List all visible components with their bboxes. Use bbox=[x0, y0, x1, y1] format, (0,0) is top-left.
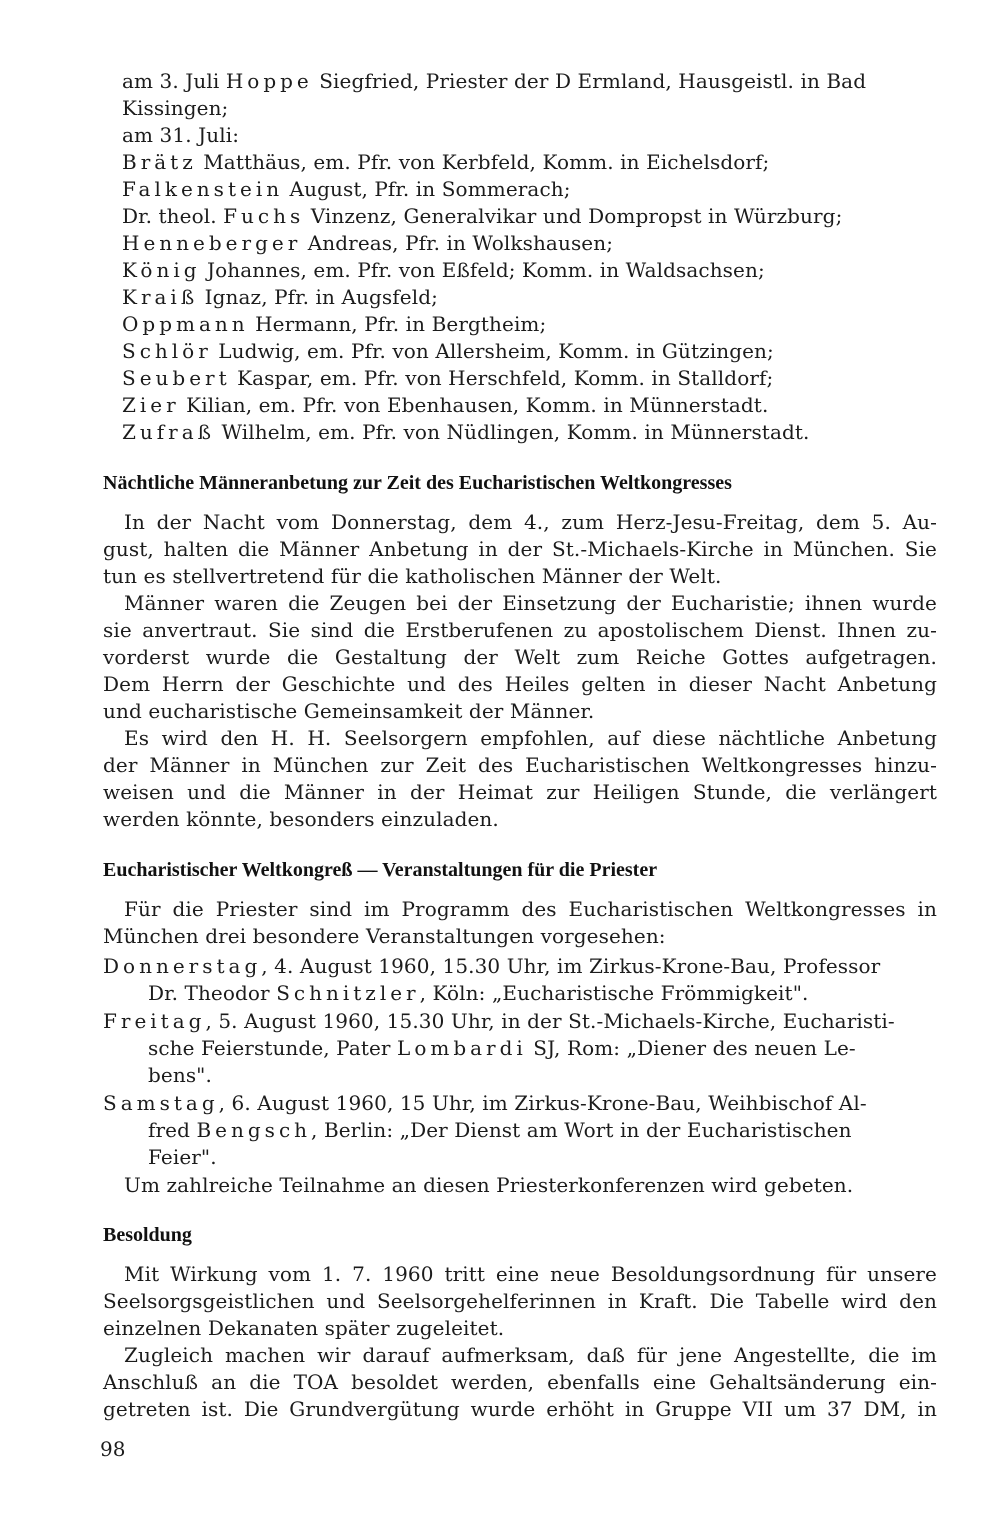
section-heading-maenneranbetung: Nächtliche Männeranbetung zur Zeit des Eucharistischen Weltkongresses bbox=[103, 472, 732, 494]
event-line: Feier". bbox=[148, 1145, 217, 1169]
paragraph-line: einzelnen Dekanaten später zugeleitet. bbox=[103, 1316, 505, 1340]
section-heading-weltkongress: Eucharistischer Weltkongreß — Veranstaltungen für die Priester bbox=[103, 859, 658, 881]
paragraph-line: Seelsorgsgeistlichen und Seelsorgehelferinnen in Kraft. Die Tabelle wird den bbox=[103, 1289, 937, 1313]
list-line: Brätz Matthäus, em. Pfr. von Kerbfeld, Komm. in Eichelsdorf; bbox=[122, 150, 770, 174]
paragraph-line: vorderst wurde die Gestaltung der Welt zum Reiche Gottes aufgetragen. bbox=[103, 645, 937, 669]
list-line: Schlör Ludwig, em. Pfr. von Allersheim, Komm. in Gützingen; bbox=[122, 339, 774, 363]
list-line: Henneberger Andreas, Pfr. in Wolkshausen; bbox=[122, 231, 614, 255]
paragraph-line: In der Nacht vom Donnerstag, dem 4., zum Herz-Jesu-Freitag, dem 5. Au- bbox=[124, 510, 937, 534]
paragraph-line: werden könnte, besonders einzuladen. bbox=[103, 807, 499, 831]
event-line: fred Bengsch, Berlin: „Der Dienst am Wort in der Eucharistischen bbox=[148, 1118, 852, 1142]
paragraph-line: Dem Herrn der Geschichte und des Heiles gelten in dieser Nacht Anbetung bbox=[103, 672, 937, 696]
paragraph-line: gust, halten die Männer Anbetung in der St.-Michaels-Kirche in München. Sie bbox=[103, 537, 937, 561]
paragraph-line: Zugleich machen wir darauf aufmerksam, daß für jene Angestellte, die im bbox=[124, 1343, 937, 1367]
section-heading-besoldung: Besoldung bbox=[103, 1224, 192, 1246]
list-line: Kissingen; bbox=[122, 96, 229, 120]
list-line: Oppmann Hermann, Pfr. in Bergtheim; bbox=[122, 312, 547, 336]
event-line: Donnerstag, 4. August 1960, 15.30 Uhr, im Zirkus-Krone-Bau, Professor bbox=[103, 954, 881, 978]
paragraph-line: München drei besondere Veranstaltungen vorgesehen: bbox=[103, 924, 666, 948]
paragraph-line: Anschluß an die TOA besoldet werden, ebenfalls eine Gehaltsänderung ein- bbox=[103, 1370, 937, 1394]
list-line: Zier Kilian, em. Pfr. von Ebenhausen, Komm. in Münnerstadt. bbox=[122, 393, 769, 417]
event-line: sche Feierstunde, Pater Lombardi SJ, Rom: „Diener des neuen Le- bbox=[148, 1036, 856, 1060]
paragraph-line: Um zahlreiche Teilnahme an diesen Priesterkonferenzen wird gebeten. bbox=[124, 1173, 854, 1197]
event-line: Freitag, 5. August 1960, 15.30 Uhr, in der St.-Michaels-Kirche, Eucharisti- bbox=[103, 1009, 895, 1033]
page-number: 98 bbox=[100, 1437, 126, 1461]
paragraph-line: und eucharistische Gemeinsamkeit der Männer. bbox=[103, 699, 595, 723]
paragraph-line: Es wird den H. H. Seelsorgern empfohlen, auf diese nächtliche Anbetung bbox=[124, 726, 937, 750]
paragraph-line: weisen und die Männer in der Heimat zur Heiligen Stunde, die verlängert bbox=[103, 780, 937, 804]
event-line: bens". bbox=[148, 1063, 212, 1087]
paragraph-line: tun es stellvertretend für die katholischen Männer der Welt. bbox=[103, 564, 722, 588]
event-line: Dr. Theodor Schnitzler, Köln: „Eucharistische Frömmigkeit". bbox=[148, 981, 809, 1005]
list-line: Falkenstein August, Pfr. in Sommerach; bbox=[122, 177, 571, 201]
list-line: am 3. Juli Hoppe Siegfried, Priester der D Ermland, Hausgeistl. in Bad bbox=[122, 69, 867, 93]
list-line: Kraiß Ignaz, Pfr. in Augsfeld; bbox=[122, 285, 438, 309]
list-line: Zufraß Wilhelm, em. Pfr. von Nüdlingen, Komm. in Münnerstadt. bbox=[122, 420, 810, 444]
paragraph-line: sie anvertraut. Sie sind die Erstberufenen zu apostolischem Dienst. Ihnen zu- bbox=[103, 618, 937, 642]
list-line: Seubert Kaspar, em. Pfr. von Herschfeld, Komm. in Stalldorf; bbox=[122, 366, 774, 390]
paragraph-line: Mit Wirkung vom 1. 7. 1960 tritt eine neue Besoldungsordnung für unsere bbox=[124, 1262, 937, 1286]
paragraph-line: getreten ist. Die Grundvergütung wurde erhöht in Gruppe VII um 37 DM, in bbox=[103, 1397, 937, 1421]
paragraph-line: Männer waren die Zeugen bei der Einsetzung der Eucharistie; ihnen wurde bbox=[124, 591, 937, 615]
paragraph-line: der Männer in München zur Zeit des Eucharistischen Weltkongresses hinzu- bbox=[103, 753, 937, 777]
list-line: am 31. Juli: bbox=[122, 123, 240, 147]
list-line: Dr. theol. Fuchs Vinzenz, Generalvikar und Dompropst in Würzburg; bbox=[122, 204, 843, 228]
list-line: König Johannes, em. Pfr. von Eßfeld; Komm. in Waldsachsen; bbox=[122, 258, 765, 282]
event-line: Samstag, 6. August 1960, 15 Uhr, im Zirkus-Krone-Bau, Weihbischof Al- bbox=[103, 1091, 867, 1115]
paragraph-line: Für die Priester sind im Programm des Eucharistischen Weltkongresses in bbox=[124, 897, 937, 921]
